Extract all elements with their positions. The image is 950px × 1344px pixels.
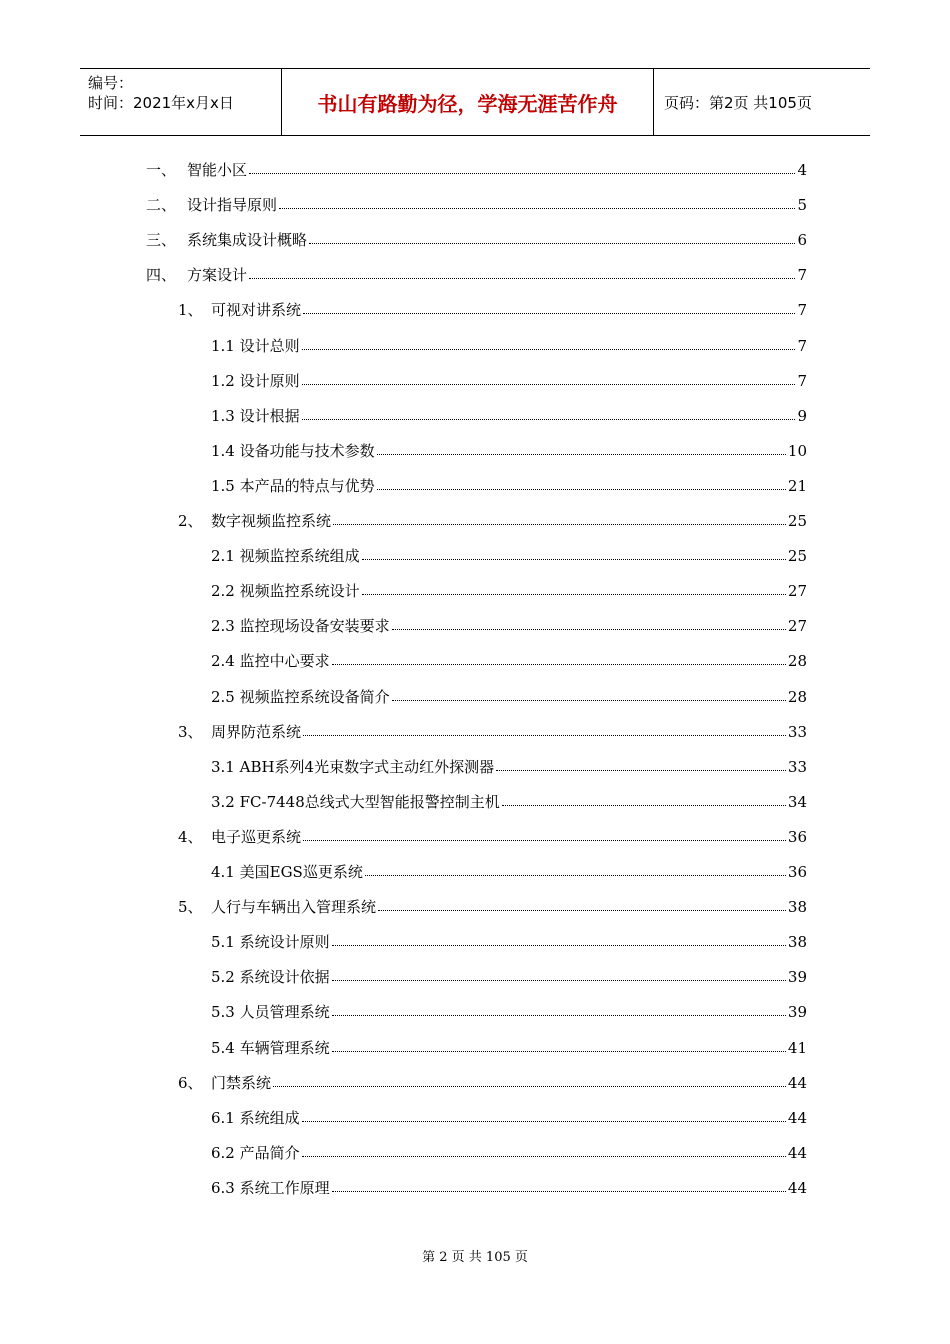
toc-entry-title: 数字视频监控系统: [211, 512, 332, 530]
toc-dot-leader: [302, 405, 796, 420]
toc-dot-leader: [302, 1142, 786, 1157]
toc-entry-page: 7: [797, 301, 807, 319]
toc-entry-number: 6、: [178, 1074, 203, 1092]
toc-dot-leader: [249, 264, 795, 279]
toc-dot-leader: [392, 686, 786, 701]
page-header: [80, 68, 870, 136]
toc-entry[interactable]: [211, 931, 807, 953]
toc-entry-page: 9: [797, 407, 807, 425]
toc-entry[interactable]: [211, 370, 807, 392]
header-page-info: 页码：第2页 共105页: [664, 93, 812, 112]
toc-dot-leader: [332, 650, 786, 665]
toc-entry[interactable]: [211, 1037, 807, 1059]
toc-entry-title: 人行与车辆出入管理系统: [211, 898, 377, 916]
toc-dot-leader: [273, 1072, 786, 1087]
toc-entry-title: 门禁系统: [211, 1074, 272, 1092]
toc-dot-leader: [332, 1177, 786, 1192]
toc-dot-leader: [365, 861, 786, 876]
toc-entry-title: 系统集成设计概略: [187, 231, 308, 249]
toc-entry-number: 二、: [146, 196, 177, 214]
toc-dot-leader: [333, 510, 786, 525]
toc-dot-leader: [309, 229, 795, 244]
toc-entry-page: 34: [787, 793, 807, 811]
toc-dot-leader: [362, 545, 786, 560]
toc-entry-title: 1.1 设计总则: [211, 337, 300, 355]
toc-dot-leader: [332, 1037, 786, 1052]
toc-entry[interactable]: [211, 861, 807, 883]
toc-entry-number: 3、: [178, 723, 203, 741]
toc-entry-page: 28: [787, 652, 807, 670]
toc-entry[interactable]: [146, 159, 807, 181]
toc-dot-leader: [378, 896, 786, 911]
toc-entry-title: 设计指导原则: [187, 196, 278, 214]
toc-entry-title: 5.4 车辆管理系统: [211, 1039, 330, 1057]
toc-entry-page: 38: [787, 933, 807, 951]
toc-dot-leader: [392, 615, 786, 630]
toc-entry-title: 6.3 系统工作原理: [211, 1179, 330, 1197]
toc-entry-title: 6.2 产品简介: [211, 1144, 300, 1162]
toc-entry-title: 3.2 FC-7448总线式大型智能报警控制主机: [211, 793, 500, 811]
header-motto: 书山有路勤为径，学海无涯苦作舟: [282, 69, 654, 135]
toc-entry-title: 方案设计: [187, 266, 248, 284]
toc-entry-title: 5.1 系统设计原则: [211, 933, 330, 951]
toc-dot-leader: [332, 931, 786, 946]
toc-entry[interactable]: [146, 229, 807, 251]
toc-dot-leader: [303, 721, 786, 736]
toc-entry-page: 28: [787, 688, 807, 706]
toc-entry[interactable]: [211, 1107, 807, 1129]
toc-entry[interactable]: [211, 335, 807, 357]
toc-dot-leader: [279, 194, 795, 209]
doc-number-label: 编号：: [88, 74, 134, 92]
toc-dot-leader: [303, 826, 786, 841]
toc-entry-number: 2、: [178, 512, 203, 530]
toc-entry-title: 周界防范系统: [211, 723, 302, 741]
toc-entry-page: 39: [787, 968, 807, 986]
toc-entry[interactable]: [211, 405, 807, 427]
toc-entry[interactable]: [211, 580, 807, 602]
toc-entry-title: 5.2 系统设计依据: [211, 968, 330, 986]
toc-entry-page: 44: [787, 1074, 807, 1092]
toc-entry-page: 7: [797, 266, 807, 284]
toc-dot-leader: [249, 159, 795, 174]
toc-entry-number: 1、: [178, 301, 203, 319]
toc-entry-page: 44: [787, 1179, 807, 1197]
time-label: 时间：2021年x月x日: [88, 94, 234, 112]
toc-entry[interactable]: [211, 791, 807, 813]
toc-entry[interactable]: [146, 264, 807, 286]
toc-entry-number: 四、: [146, 266, 177, 284]
toc-entry[interactable]: [211, 615, 807, 637]
page-footer: 第 2 页 共 105 页: [422, 1250, 528, 1265]
toc-entry-page: 36: [787, 828, 807, 846]
toc-entry-page: 10: [787, 442, 807, 460]
toc-entry-page: 27: [787, 617, 807, 635]
toc-entry[interactable]: [178, 826, 807, 848]
toc-entry-title: 1.4 设备功能与技术参数: [211, 442, 375, 460]
toc-entry-title: 3.1 ABH系列4光束数字式主动红外探测器: [211, 758, 495, 776]
toc-entry-page: 36: [787, 863, 807, 881]
toc-entry-title: 4.1 美国EGS巡更系统: [211, 863, 363, 881]
toc-dot-leader: [496, 756, 786, 771]
toc-entry-page: 44: [787, 1144, 807, 1162]
toc-entry-page: 5: [797, 196, 807, 214]
toc-entry[interactable]: [211, 686, 807, 708]
toc-entry-page: 25: [787, 547, 807, 565]
toc-entry[interactable]: [211, 475, 807, 497]
toc-entry-title: 1.3 设计根据: [211, 407, 300, 425]
toc-entry[interactable]: [211, 1142, 807, 1164]
toc-entry-title: 6.1 系统组成: [211, 1109, 300, 1127]
header-meta: [80, 69, 282, 135]
toc-entry-title: 电子巡更系统: [211, 828, 302, 846]
toc-entry[interactable]: [211, 1177, 807, 1199]
toc-entry[interactable]: [178, 1072, 807, 1094]
toc-entry-title: 2.5 视频监控系统设备简介: [211, 688, 390, 706]
toc-entry[interactable]: [211, 545, 807, 567]
toc-dot-leader: [377, 475, 786, 490]
toc-entry-page: 4: [797, 161, 807, 179]
toc-entry-page: 38: [787, 898, 807, 916]
toc-dot-leader: [302, 335, 796, 350]
toc-dot-leader: [303, 299, 795, 314]
toc-entry-page: 33: [787, 723, 807, 741]
toc-entry-number: 一、: [146, 161, 177, 179]
toc-dot-leader: [502, 791, 786, 806]
toc-entry-page: 25: [787, 512, 807, 530]
toc-entry-title: 2.3 监控现场设备安装要求: [211, 617, 390, 635]
toc-entry-title: 智能小区: [187, 161, 248, 179]
toc-entry[interactable]: [146, 194, 807, 216]
toc-entry[interactable]: [211, 650, 807, 672]
toc-entry[interactable]: [211, 1001, 807, 1023]
toc-entry[interactable]: [178, 510, 807, 532]
toc-dot-leader: [362, 580, 786, 595]
toc-entry-title: 1.5 本产品的特点与优势: [211, 477, 375, 495]
toc-dot-leader: [332, 966, 786, 981]
toc-entry-page: 33: [787, 758, 807, 776]
toc-dot-leader: [302, 1107, 786, 1122]
toc-entry-page: 39: [787, 1003, 807, 1021]
toc-entry-page: 6: [797, 231, 807, 249]
toc-entry-page: 21: [787, 477, 807, 495]
toc-entry-title: 可视对讲系统: [211, 301, 302, 319]
toc-dot-leader: [332, 1001, 786, 1016]
toc-entry-number: 5、: [178, 898, 203, 916]
toc-entry-page: 44: [787, 1109, 807, 1127]
toc-entry[interactable]: [178, 299, 807, 321]
toc-entry-page: 7: [797, 372, 807, 390]
toc-entry-title: 1.2 设计原则: [211, 372, 300, 390]
toc-entry[interactable]: [211, 440, 807, 462]
toc-entry-number: 4、: [178, 828, 203, 846]
toc-entry[interactable]: [178, 896, 807, 918]
toc-dot-leader: [302, 370, 796, 385]
toc-entry-page: 7: [797, 337, 807, 355]
toc-entry[interactable]: [178, 721, 807, 743]
toc-entry[interactable]: [211, 966, 807, 988]
toc-entry-title: 2.2 视频监控系统设计: [211, 582, 360, 600]
toc-entry-page: 41: [787, 1039, 807, 1057]
toc-entry-page: 27: [787, 582, 807, 600]
toc-entry-title: 5.3 人员管理系统: [211, 1003, 330, 1021]
toc-entry-number: 三、: [146, 231, 177, 249]
toc-entry[interactable]: [211, 756, 807, 778]
toc-entry-title: 2.1 视频监控系统组成: [211, 547, 360, 565]
toc-entry-title: 2.4 监控中心要求: [211, 652, 330, 670]
toc-dot-leader: [377, 440, 786, 455]
